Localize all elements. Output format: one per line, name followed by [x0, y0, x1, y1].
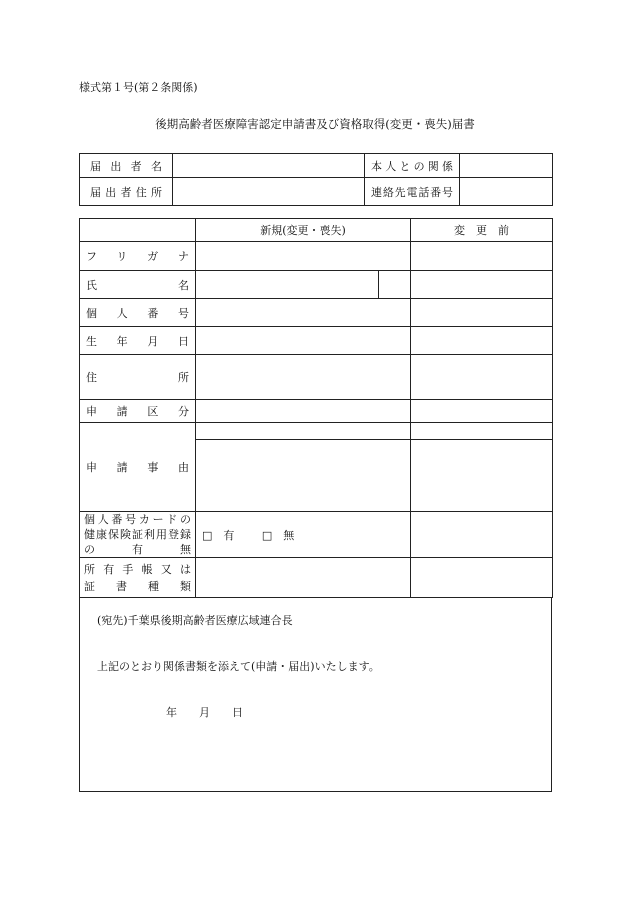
handbook-new-field[interactable] [196, 558, 411, 598]
reason-before-field-top[interactable] [411, 423, 553, 440]
address-label: 住所 [80, 355, 196, 400]
applicant-address-label: 届出者住所 [80, 178, 173, 206]
column-before-header: 変 更 前 [411, 219, 553, 242]
reason-before-field[interactable] [411, 440, 553, 512]
column-new-header: 新規(変更・喪失) [196, 219, 411, 242]
name-new-field[interactable] [196, 271, 379, 299]
date-line [166, 704, 265, 720]
handbook-label [80, 558, 196, 598]
header-blank-cell [80, 219, 196, 242]
document-title: 後期高齢者医療障害認定申請書及び資格取得(変更・喪失)届書 [155, 117, 475, 131]
birthdate-label: 生年月日 [80, 327, 196, 355]
address-before-field[interactable] [411, 355, 553, 400]
personal-number-before-field[interactable] [411, 299, 553, 327]
form-number: 様式第１号(第２条関係) [79, 81, 198, 94]
card-registration-label [80, 512, 196, 558]
card-yes-checkbox[interactable]: □ 有 [202, 528, 235, 542]
relation-label: 本人との関係 [365, 154, 460, 178]
addressee: (宛先)千葉県後期高齢者医療広域連合長 [97, 614, 293, 627]
name-seal-cell[interactable] [379, 271, 411, 299]
date-month-label: 月 [199, 706, 210, 719]
card-registration-before-field[interactable] [411, 512, 553, 558]
date-year-label: 年 [166, 706, 177, 719]
category-label: 申請区分 [80, 400, 196, 423]
card-label-line1: 個人番号カードの [84, 513, 191, 526]
address-new-field[interactable] [196, 355, 411, 400]
birthdate-new-field[interactable] [196, 327, 411, 355]
phone-field[interactable] [460, 178, 553, 206]
furigana-label: フリガナ [80, 242, 196, 271]
furigana-new-field[interactable] [196, 242, 411, 271]
personal-number-new-field[interactable] [196, 299, 411, 327]
relation-field[interactable] [460, 154, 553, 178]
date-day-label: 日 [232, 706, 243, 719]
declaration-statement: 上記のとおり関係書類を添えて(申請・届出)いたします。 [97, 660, 380, 673]
phone-label: 連絡先電話番号 [365, 178, 460, 206]
card-label-line3: の 有 無 [84, 543, 191, 556]
handbook-label-line1: 所有手帳又は [84, 562, 191, 576]
applicant-name-label: 届出者名 [80, 154, 173, 178]
applicant-address-field[interactable] [173, 178, 365, 206]
card-registration-options [196, 512, 411, 558]
card-no-checkbox[interactable]: □ 無 [261, 528, 295, 542]
name-before-field[interactable] [411, 271, 553, 299]
personal-number-label: 個人番号 [80, 299, 196, 327]
handbook-before-field[interactable] [411, 558, 553, 598]
birthdate-before-field[interactable] [411, 327, 553, 355]
category-before-field[interactable] [411, 400, 553, 423]
category-new-field[interactable] [196, 400, 411, 423]
main-table [79, 218, 553, 598]
reason-new-field[interactable] [196, 440, 411, 512]
reason-new-field-top[interactable] [196, 423, 411, 440]
furigana-before-field[interactable] [411, 242, 553, 271]
handbook-label-line2: 証書種類 [84, 579, 191, 593]
card-label-line2: 健康保険証利用登録 [84, 528, 191, 541]
reason-label: 申請事由 [80, 423, 196, 512]
applicant-name-field[interactable] [173, 154, 365, 178]
name-label: 氏名 [80, 271, 196, 299]
applicant-table [79, 153, 553, 206]
